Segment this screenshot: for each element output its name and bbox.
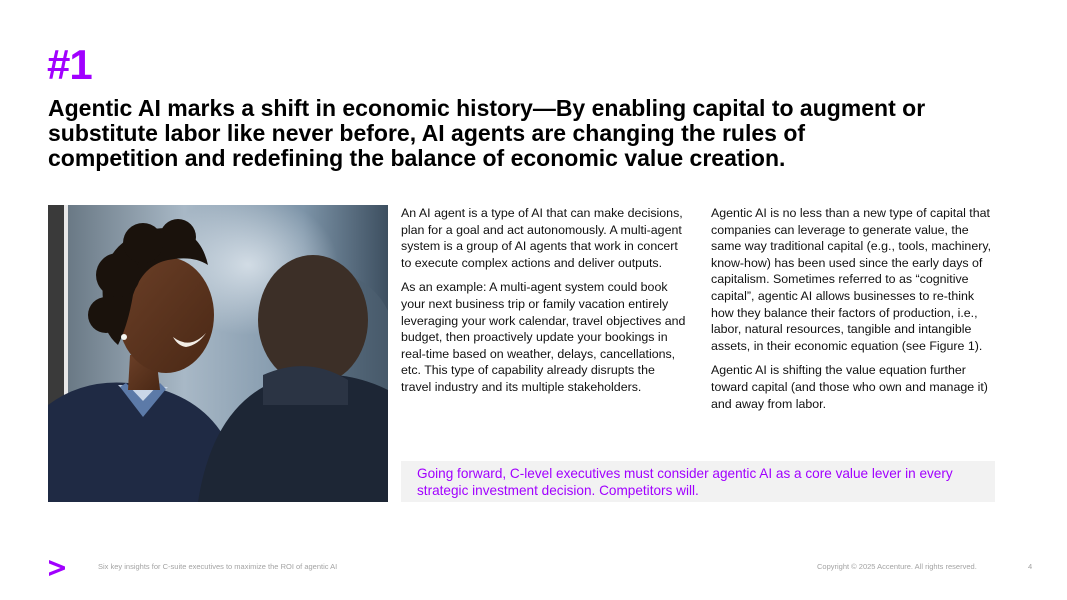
callout-box: Going forward, C-level executives must consider agentic AI as a core value lever in every strategic investment decision. Competitors will. bbox=[401, 461, 995, 502]
page-headline: Agentic AI marks a shift in economic history—By enabling capital to augment or substitute labor like never before, AI agents are changing the rules of competition and redefining the balance of economic value creation. bbox=[48, 95, 926, 171]
insight-number: #1 bbox=[47, 41, 92, 88]
paragraph: Agentic AI is shifting the value equation further toward capital (and those who own and manage it) and away from labor. bbox=[711, 363, 988, 411]
paragraph: As an example: A multi-agent system could book your next business trip or family vacation entirely leveraging your work calendar, travel objectives and budget, then proactively update your bookings in real-time based on weather, delays, cancellations, etc. This type of capability already disrupts the travel industry and its multiple stakeholders. bbox=[401, 280, 686, 394]
page-number: 4 bbox=[1028, 562, 1033, 571]
paragraph: Agentic AI is no less than a new type of capital that companies can leverage to generate value, the same way traditional capital (e.g., tools, machinery, know-how) has been used since the early days of capitalism. Sometimes referred to as “cognitive capital”, agentic AI allows businesses to re-think how they balance their factors of production, i.e., labor, natural resources, tangible and intangible assets, in their economic equation (see Figure 1). bbox=[711, 206, 992, 353]
businesswoman-photo bbox=[48, 205, 388, 502]
paragraph: An AI agent is a type of AI that can make decisions, plan for a goal and act autonomously. A multi-agent system is a group of AI agents that work in concert to execute complex actions and deliver outputs. bbox=[401, 206, 683, 270]
footer-copyright: Copyright © 2025 Accenture. All rights reserved. bbox=[817, 562, 977, 571]
footer-document-title: Six key insights for C-suite executives to maximize the ROI of agentic AI bbox=[98, 562, 338, 571]
text-column-left bbox=[401, 205, 686, 404]
text-column-right bbox=[711, 205, 996, 420]
accenture-greater-than-icon bbox=[48, 559, 66, 577]
